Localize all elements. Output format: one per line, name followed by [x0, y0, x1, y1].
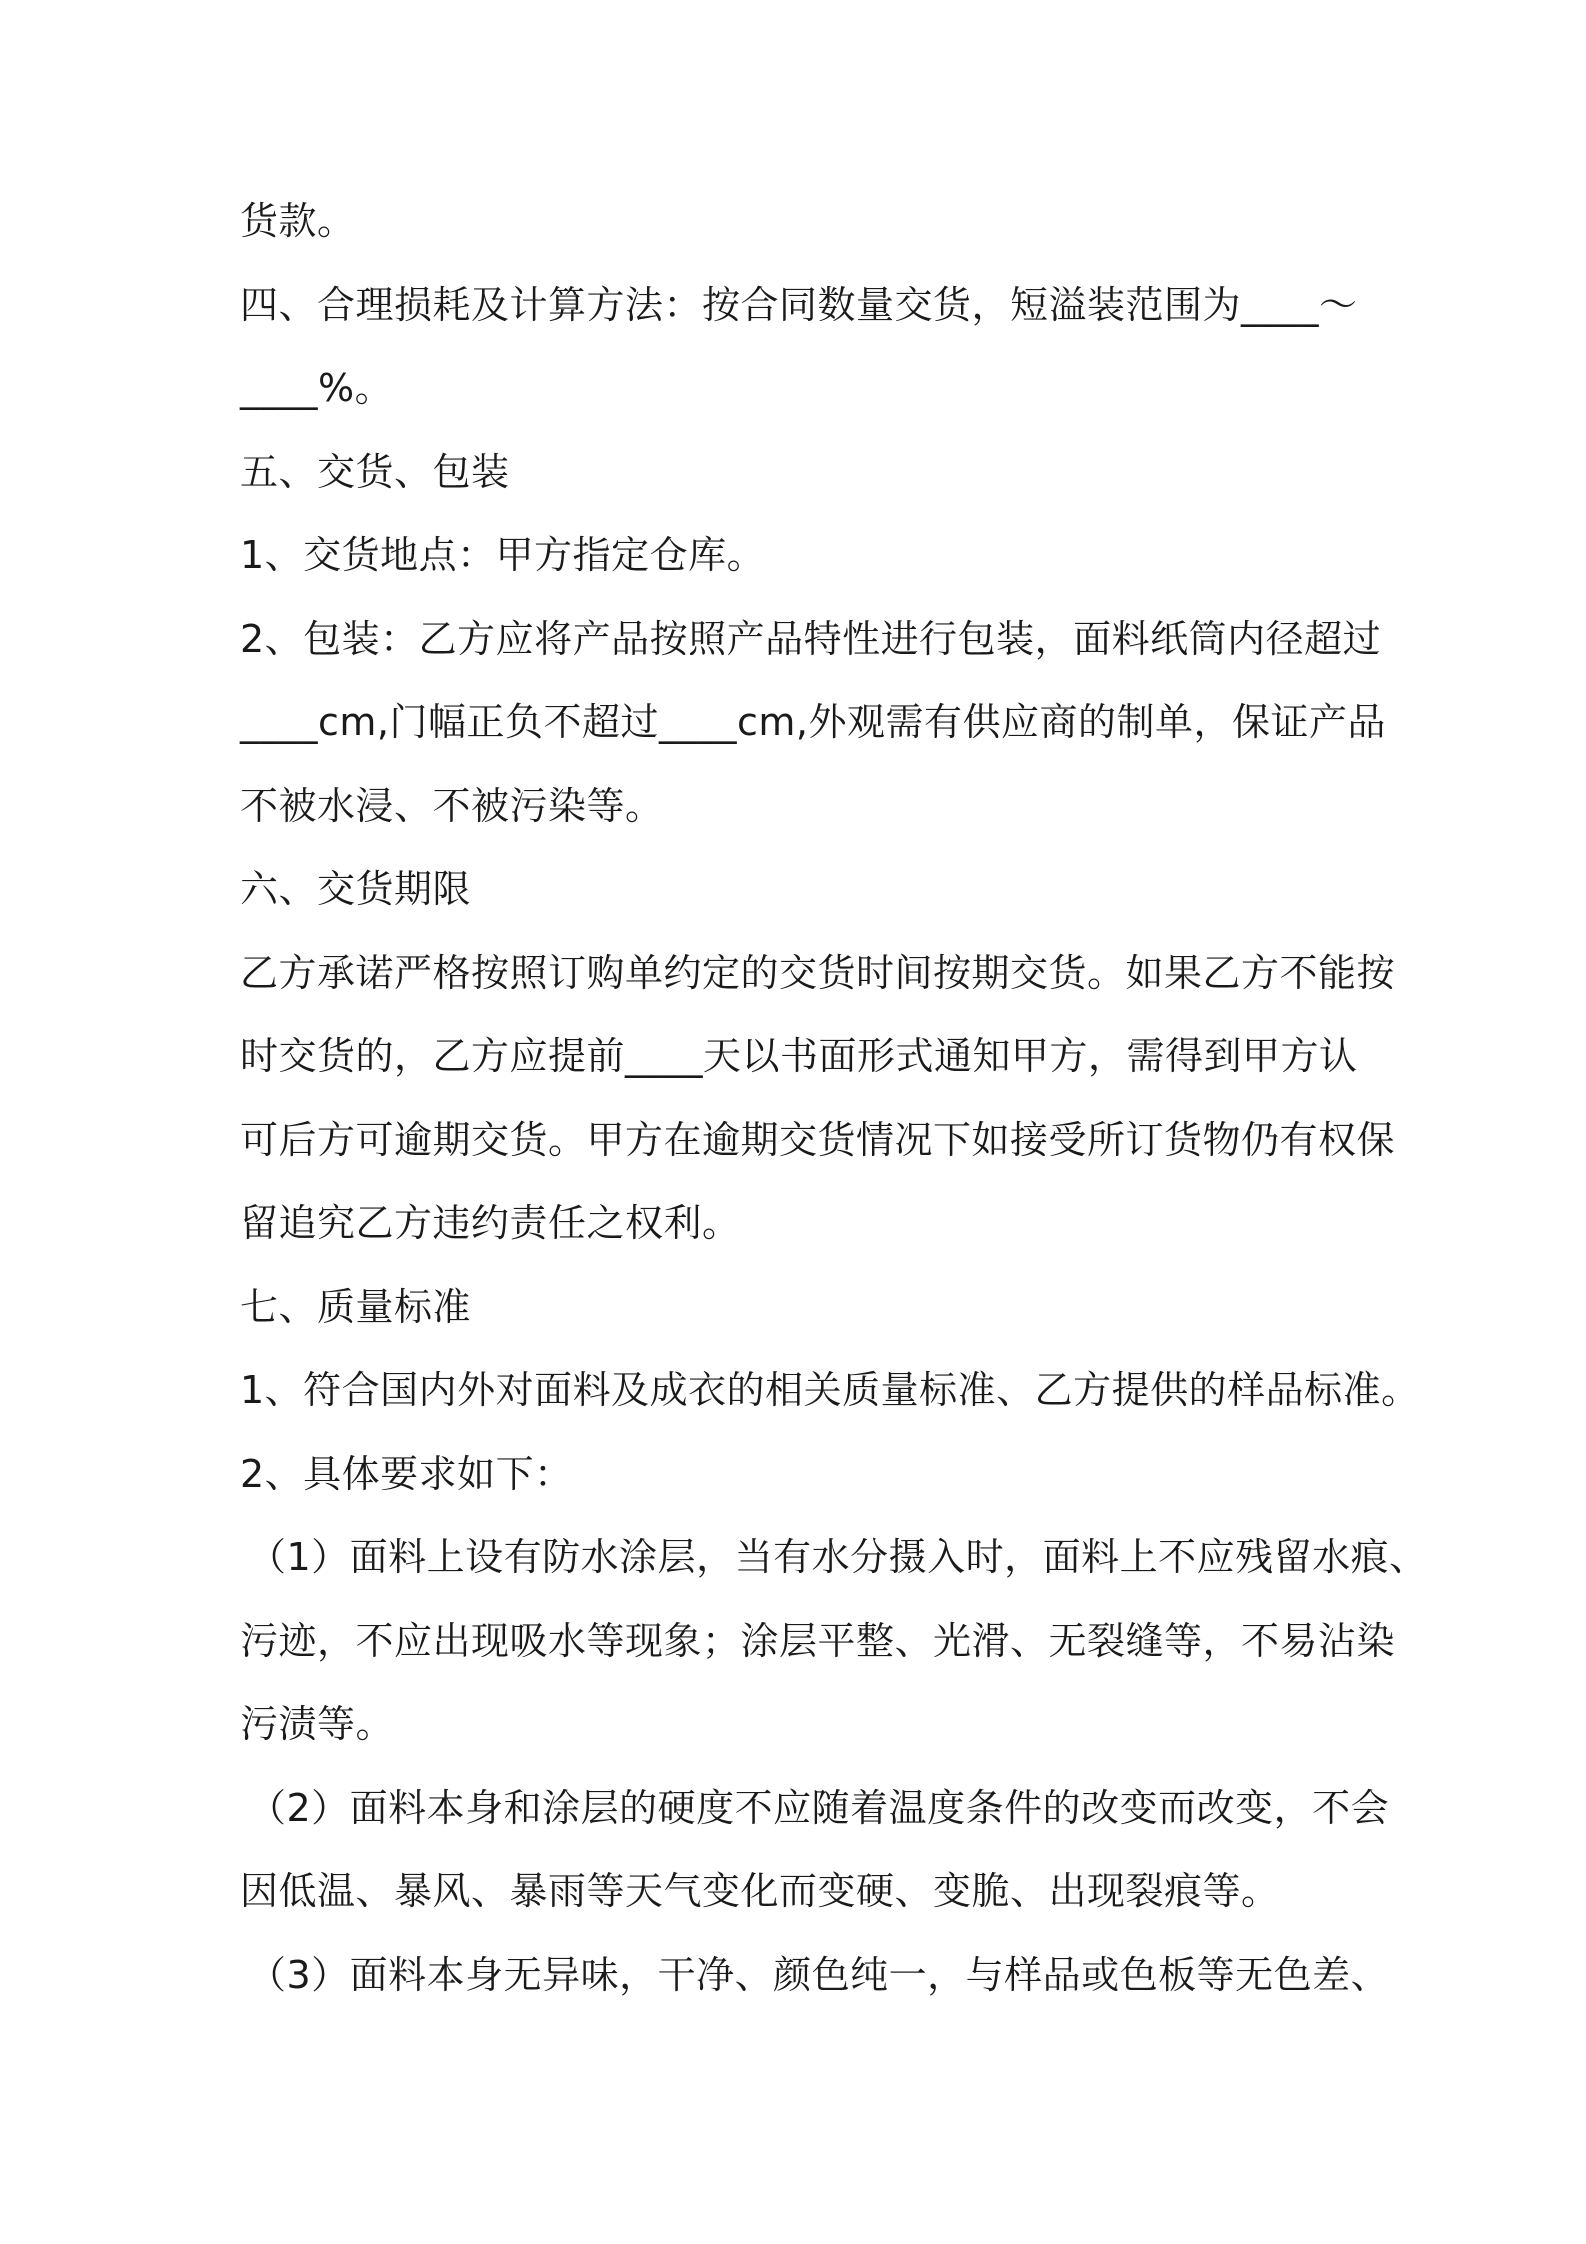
section-heading-delivery-packaging: 五、交货、包装 — [240, 449, 510, 494]
text-line: 污迹，不应出现吸水等现象；涂层平整、光滑、无裂缝等，不易沾染 — [240, 1618, 1396, 1663]
document-body — [240, 196, 1428, 2033]
text-line: ____cm,门幅正负不超过____cm,外观需有供应商的制单，保证产品 — [240, 700, 1386, 744]
section-heading-quality-standard: 七、质量标准 — [240, 1284, 472, 1329]
text-line: 留追究乙方违约责任之权利。 — [240, 1201, 741, 1245]
text-line: 1、交货地点：甲方指定仓库。 — [240, 533, 766, 577]
text-line: 2、具体要求如下： — [240, 1451, 573, 1496]
text-line: （3）面料本身无异味，干净、颜色纯一，与样品或色板等无色差、 — [248, 1952, 1390, 1997]
section-heading-delivery-period: 六、交货期限 — [240, 867, 472, 911]
text-line: 乙方承诺严格按照订购单约定的交货时间按期交货。如果乙方不能按 — [240, 950, 1396, 995]
text-line: 时交货的，乙方应提前____天以书面形式通知甲方，需得到甲方认 — [240, 1034, 1358, 1078]
text-line: ____%。 — [240, 366, 394, 410]
text-line: 可后方可逾期交货。甲方在逾期交货情况下如接受所订货物仍有权保 — [240, 1117, 1396, 1162]
text-line: 因低温、暴风、暴雨等天气变化而变硬、变脆、出现裂痕等。 — [240, 1869, 1280, 1913]
section-heading-loss: 四、合理损耗及计算方法：按合同数量交货，短溢装范围为____～ — [240, 282, 1358, 327]
text-line: 货款。 — [240, 199, 356, 243]
text-line: 1、符合国内外对面料及成衣的相关质量标准、乙方提供的样品标准。 — [240, 1368, 1420, 1412]
text-line: （2）面料本身和涂层的硬度不应随着温度条件的改变而改变，不会 — [248, 1785, 1390, 1830]
text-line: 不被水浸、不被污染等。 — [240, 783, 664, 828]
text-line: 污渍等。 — [240, 1702, 395, 1746]
text-line: 2、包装：乙方应将产品按照产品特性进行包装，面料纸筒内径超过 — [240, 616, 1382, 661]
text-line: （1）面料上设有防水涂层，当有水分摄入时，面料上不应残留水痕、 — [248, 1535, 1428, 1579]
